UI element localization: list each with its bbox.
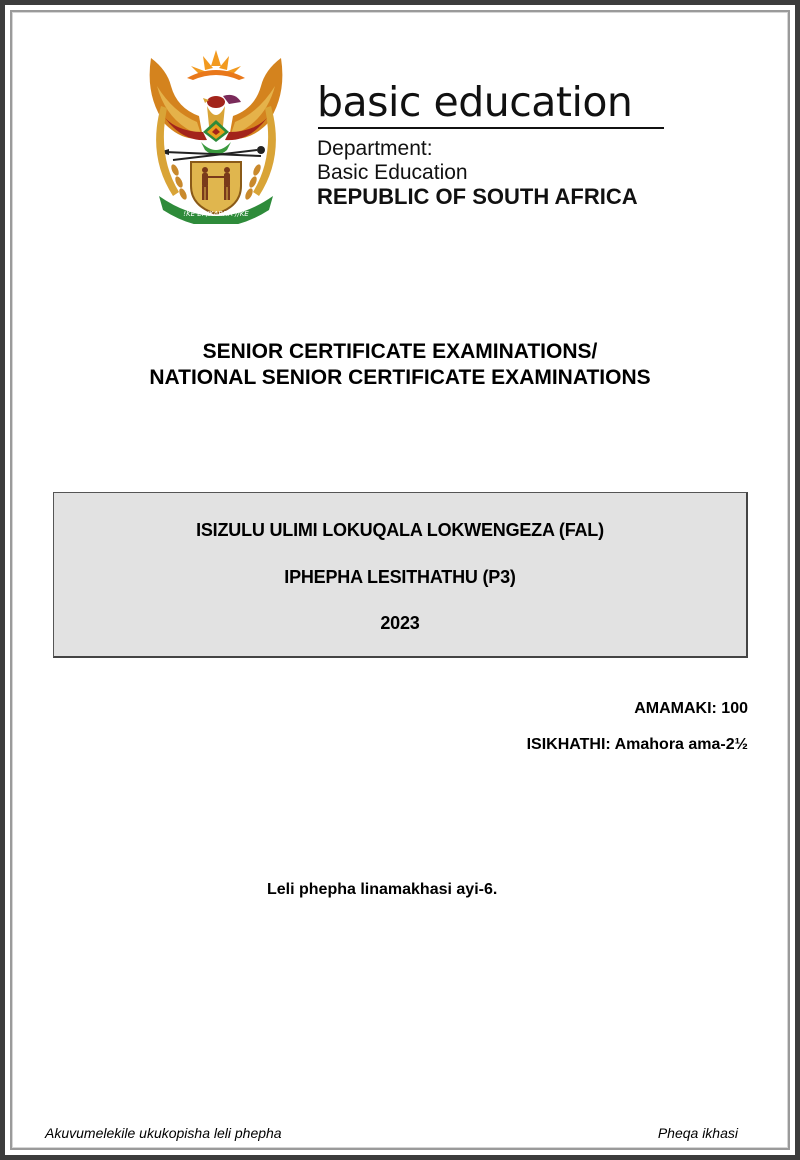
country-name: REPUBLIC OF SOUTH AFRICA [317,184,638,209]
brand-divider [318,127,664,129]
total-marks: AMAMAKI: 100 [634,700,748,717]
exam-year: 2023 [380,613,420,633]
paper-number: IPHEPHA LESITHATHU (P3) [284,567,516,587]
department-label: Department: [317,137,433,160]
turn-page-note: Pheqa ikhasi [657,1125,738,1141]
exam-duration: ISIKHATHI: Amahora ama-2½ [526,736,748,753]
page-count-note: Leli phepha linamakhasi ayi-6. [267,881,498,898]
crest-motto: !KE E: /XARRA //KE [183,210,249,218]
copyright-notice: Akuvumelekile ukukopisha leli phepha [45,1125,282,1141]
department-name: Basic Education [317,161,468,184]
coat-of-arms-icon [143,46,289,224]
subject-box [53,492,748,658]
exam-title-line2: NATIONAL SENIOR CERTIFICATE EXAMINATIONS [149,366,651,389]
exam-title-line1: SENIOR CERTIFICATE EXAMINATIONS/ [202,340,598,363]
brand-title: basic education [317,78,633,126]
subject-title: ISIZULU ULIMI LOKUQALA LOKWENGEZA (FAL) [196,520,604,540]
